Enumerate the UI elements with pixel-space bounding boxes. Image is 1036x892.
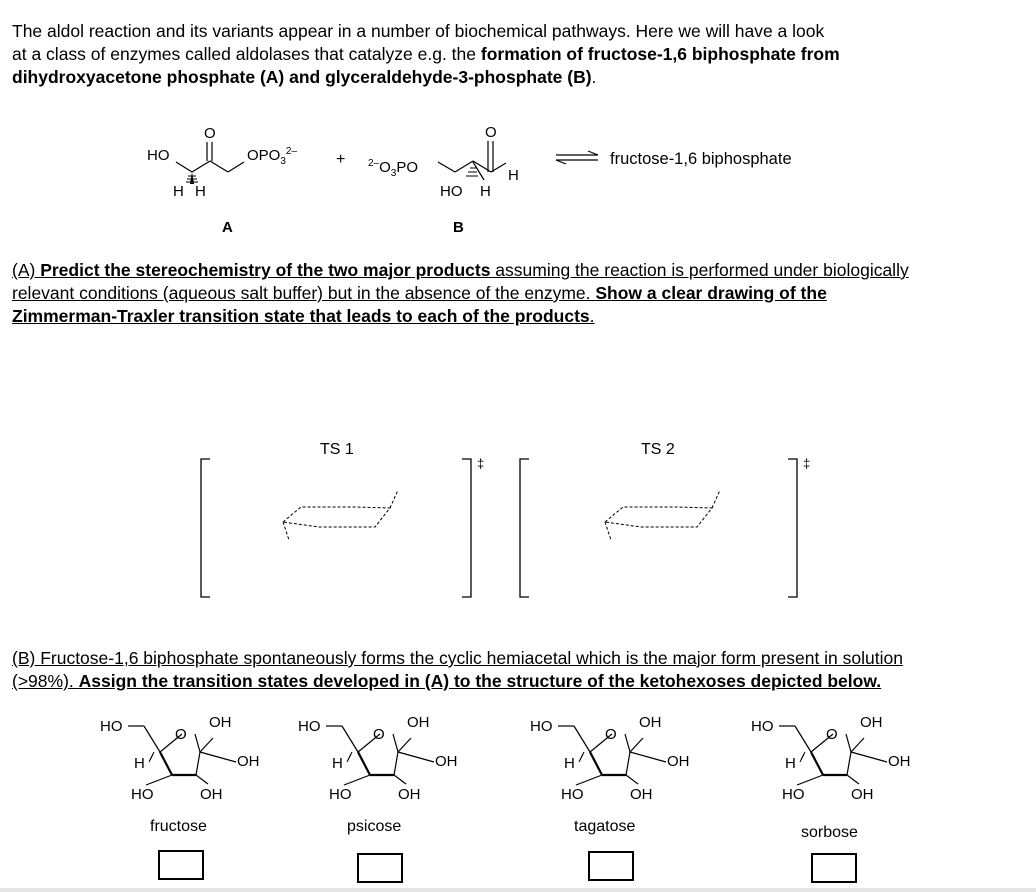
intro-line-3: dihydroxyacetone phosphate (A) and glyceraldehyde-3-phosphate (B).	[12, 67, 597, 87]
ketohexose-tagatose	[530, 714, 690, 803]
ring-front-bond	[590, 752, 602, 775]
ring-front-bond	[811, 752, 823, 775]
ring-bond	[394, 752, 398, 775]
question-a-line-3: Zimmerman-Traxler transition state that leads to each of the products.	[12, 306, 595, 326]
answer-box-sorbose[interactable]	[811, 853, 857, 883]
ring-bond	[398, 752, 434, 762]
ring-bond	[795, 726, 811, 752]
ts1-dagger: ‡	[477, 456, 485, 471]
ring-bond	[398, 738, 411, 752]
ts2-dagger: ‡	[803, 456, 811, 471]
a-ketone-o: O	[204, 125, 216, 142]
ring-bond	[626, 775, 638, 784]
b-aldehyde-h: H	[508, 167, 519, 184]
a-compound-label: A	[222, 219, 233, 236]
ring-bond	[200, 752, 236, 762]
a-ho-label: HO	[147, 147, 170, 164]
sugar-name-tagatose: tagatose	[574, 818, 636, 835]
sugar-name-sorbose: sorbose	[801, 824, 858, 841]
ring-bond	[393, 734, 398, 752]
sugar-h-label: H	[564, 755, 575, 772]
ring-bond	[146, 775, 172, 785]
sugar-ring-o: O	[373, 726, 385, 743]
ring-bond	[626, 752, 630, 775]
sugar-ho-top: HO	[100, 718, 123, 735]
reaction-scheme	[0, 105, 1036, 245]
ring-bond	[797, 775, 823, 785]
answer-box-fructose[interactable]	[158, 850, 204, 880]
sugar-ho-top: HO	[298, 718, 321, 735]
hash-bond	[579, 758, 581, 762]
sugar-ho-top: HO	[530, 718, 553, 735]
sugar-ho-bottom: HO	[329, 786, 352, 803]
sugar-ring-o: O	[826, 726, 838, 743]
hash-bond	[149, 758, 151, 762]
ring-bond	[144, 726, 160, 752]
transition-state-templates	[0, 430, 1036, 610]
ring-bond	[846, 734, 851, 752]
sugar-oh-right: OH	[237, 753, 260, 770]
sugar-ho-bottom: HO	[561, 786, 584, 803]
question-a-line-2: relevant conditions (aqueous salt buffer) but in the absence of the enzyme. Show a clear drawing of the	[12, 283, 827, 303]
intro-line-1: The aldol reaction and its variants appear in a number of biochemical pathways. Here we will have a look	[12, 21, 825, 41]
plus-sign: +	[336, 151, 346, 168]
sugar-oh-right: OH	[888, 753, 911, 770]
ketohexose-fructose	[100, 714, 260, 803]
sugar-ring-o: O	[605, 726, 617, 743]
ring-bond	[630, 752, 666, 762]
sugar-oh-bottom: OH	[851, 786, 874, 803]
hash-bond	[347, 758, 349, 762]
sugar-ring-o: O	[175, 726, 187, 743]
sugar-h-label: H	[134, 755, 145, 772]
sugar-oh-bottom: OH	[398, 786, 421, 803]
sugar-name-psicose: psicose	[347, 818, 402, 835]
ring-bond	[847, 752, 851, 775]
intro-paragraph	[12, 20, 840, 89]
sugar-oh-top: OH	[639, 714, 662, 731]
b-phosphate-label: $^{2-}O_3PO$	[368, 158, 419, 179]
ts2-label: TS 2	[641, 441, 675, 458]
ring-bond	[394, 775, 406, 784]
ring-bond	[344, 775, 370, 785]
question-b	[12, 647, 903, 693]
sugar-ho-bottom: HO	[782, 786, 805, 803]
ring-bond	[847, 775, 859, 784]
ts1-label: TS 1	[320, 441, 354, 458]
answer-box-psicose[interactable]	[357, 853, 403, 883]
b-compound-label: B	[453, 219, 464, 236]
ring-bond	[851, 752, 887, 762]
ring-bond	[625, 734, 630, 752]
sugar-oh-right: OH	[667, 753, 690, 770]
question-b-line-1: (B) Fructose-1,6 biphosphate spontaneously forms the cyclic hemiacetal which is the major form present in solution	[12, 648, 903, 668]
ring-bond	[574, 726, 590, 752]
answer-box-tagatose[interactable]	[588, 851, 634, 881]
bottom-strip	[0, 888, 1036, 892]
sugar-name-fructose: fructose	[150, 818, 207, 835]
sugar-ho-top: HO	[751, 718, 774, 735]
sugar-oh-top: OH	[860, 714, 883, 731]
a-phosphate-label: $OPO_3^{2-}$	[247, 146, 298, 167]
b-h-label: H	[480, 183, 491, 200]
question-a	[12, 259, 909, 328]
ring-bond	[196, 752, 200, 775]
ring-front-bond	[358, 752, 370, 775]
ring-bond	[196, 775, 208, 784]
ring-bond	[851, 738, 864, 752]
sugar-oh-right: OH	[435, 753, 458, 770]
product-label: fructose-1,6 biphosphate	[610, 150, 792, 168]
a-h1-label: H	[173, 183, 184, 200]
sugar-oh-bottom: OH	[200, 786, 223, 803]
ring-bond	[200, 738, 213, 752]
question-a-line-1: (A) Predict the stereochemistry of the two major products assuming the reaction is performed under biologically	[12, 260, 909, 280]
ring-bond	[576, 775, 602, 785]
intro-line-2: at a class of enzymes called aldolases that catalyze e.g. the formation of fructose-1,6 biphosphate from	[12, 44, 840, 64]
ring-bond	[630, 738, 643, 752]
ketohexose-sorbose	[751, 714, 911, 803]
b-aldehyde-o: O	[485, 124, 497, 141]
ring-bond	[195, 734, 200, 752]
sugar-h-label: H	[332, 755, 343, 772]
b-ho-label: HO	[440, 183, 463, 200]
sugar-h-label: H	[785, 755, 796, 772]
ring-front-bond	[160, 752, 172, 775]
hash-bond	[800, 758, 802, 762]
ketohexose-psicose	[298, 714, 458, 803]
a-h2-label: H	[195, 183, 206, 200]
question-b-line-2: (>98%). Assign the transition states developed in (A) to the structure of the ketohexoses depicted below.	[12, 671, 882, 691]
sugar-oh-top: OH	[209, 714, 232, 731]
ring-bond	[342, 726, 358, 752]
sugar-ho-bottom: HO	[131, 786, 154, 803]
sugar-oh-top: OH	[407, 714, 430, 731]
sugar-oh-bottom: OH	[630, 786, 653, 803]
